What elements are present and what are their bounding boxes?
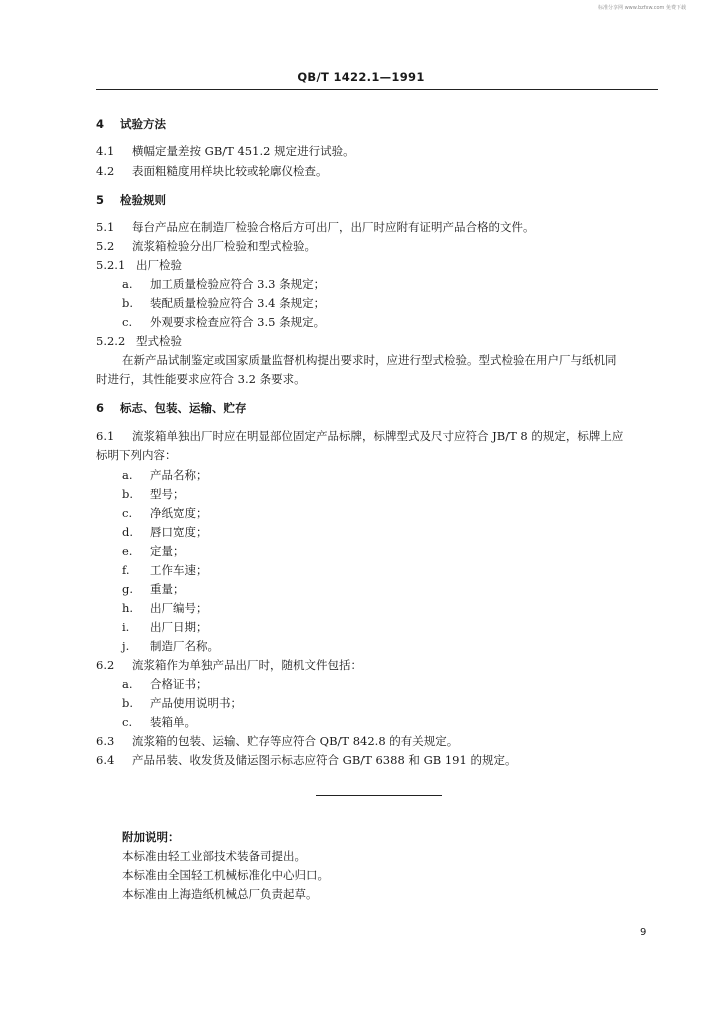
clause-6-1-line1	[96, 428, 623, 444]
notes-line: 本标准由上海造纸机械总厂负责起草。	[122, 887, 318, 901]
item-letter: b.	[122, 696, 134, 710]
separator-rule	[316, 795, 442, 796]
list-item	[122, 562, 208, 578]
clause-number: 6.1	[96, 429, 115, 443]
list-item	[122, 486, 185, 502]
section-number: 4	[96, 117, 105, 131]
item-text: 定量；	[150, 544, 185, 558]
list-item	[122, 314, 325, 330]
item-letter: f.	[122, 563, 130, 577]
item-text: 出厂日期；	[150, 620, 208, 634]
clause-5-2-2-line1: 在新产品试制鉴定或国家质量监督机构提出要求时，应进行型式检验。型式检验在用户厂与纸机同	[122, 353, 617, 367]
clause-number: 5.1	[96, 220, 115, 234]
item-letter: a.	[122, 468, 133, 482]
item-letter: i.	[122, 620, 130, 634]
item-text: 唇口宽度；	[150, 525, 208, 539]
clause-6-3	[96, 733, 458, 749]
section-4-heading	[96, 116, 166, 132]
standard-code-header: QB/T 1422.1—1991	[297, 70, 425, 84]
clause-4-1	[96, 143, 355, 159]
list-item	[122, 467, 208, 483]
item-letter: b.	[122, 296, 134, 310]
item-letter: j.	[122, 639, 130, 653]
item-text: 工作车速；	[150, 563, 208, 577]
list-item	[122, 695, 242, 711]
clause-number: 6.4	[96, 753, 115, 767]
item-text: 型号；	[150, 487, 185, 501]
section-5-heading	[96, 192, 166, 208]
list-item	[122, 638, 219, 654]
clause-number: 4.2	[96, 164, 115, 178]
item-text: 出厂编号；	[150, 601, 208, 615]
clause-number: 5.2.2	[96, 334, 126, 348]
list-item	[122, 581, 185, 597]
clause-5-2	[96, 238, 316, 254]
item-letter: b.	[122, 487, 134, 501]
item-text: 外观要求检查应符合 3.5 条规定。	[150, 315, 326, 329]
item-letter: g.	[122, 582, 134, 596]
clause-text: 流浆箱的包装、运输、贮存等应符合 QB/T 842.8 的有关规定。	[132, 734, 459, 748]
item-text: 净纸宽度；	[150, 506, 208, 520]
item-letter: a.	[122, 277, 133, 291]
clause-number: 4.1	[96, 144, 115, 158]
clause-5-2-1-heading	[96, 257, 182, 273]
clause-title: 型式检验	[136, 334, 182, 348]
item-text: 制造厂名称。	[150, 639, 219, 653]
watermark-text: 标准分享网 www.bzfxw.com 免费下载	[598, 5, 686, 11]
list-item	[122, 619, 208, 635]
clause-number: 6.3	[96, 734, 115, 748]
clause-5-2-2-line2: 时进行，其性能要求应符合 3.2 条要求。	[96, 372, 306, 386]
clause-number: 6.2	[96, 658, 115, 672]
item-letter: d.	[122, 525, 134, 539]
item-text: 装箱单。	[150, 715, 196, 729]
section-title: 试验方法	[120, 117, 166, 131]
list-item	[122, 714, 196, 730]
clause-5-2-2-heading	[96, 333, 182, 349]
item-text: 产品名称；	[150, 468, 208, 482]
clause-text: 流浆箱检验分出厂检验和型式检验。	[132, 239, 316, 253]
section-number: 6	[96, 401, 105, 415]
item-text: 合格证书；	[150, 677, 208, 691]
section-number: 5	[96, 193, 105, 207]
item-letter: c.	[122, 715, 133, 729]
clause-4-2	[96, 163, 328, 179]
clause-6-2	[96, 657, 362, 673]
item-letter: c.	[122, 315, 133, 329]
clause-title: 出厂检验	[136, 258, 182, 272]
section-title: 标志、包装、运输、贮存	[120, 401, 247, 415]
clause-text: 横幅定量差按 GB/T 451.2 规定进行试验。	[132, 144, 355, 158]
clause-6-1-line2: 标明下列内容：	[96, 448, 177, 462]
page-number: 9	[640, 927, 647, 938]
item-text: 产品使用说明书；	[150, 696, 242, 710]
clause-6-4	[96, 752, 516, 768]
list-item	[122, 676, 208, 692]
clause-number: 5.2.1	[96, 258, 126, 272]
item-letter: e.	[122, 544, 133, 558]
item-text: 加工质量检验应符合 3.3 条规定；	[150, 277, 326, 291]
section-title: 检验规则	[120, 193, 166, 207]
list-item	[122, 295, 325, 311]
notes-line: 本标准由全国轻工机械标准化中心归口。	[122, 868, 329, 882]
item-text: 重量；	[150, 582, 185, 596]
item-letter: a.	[122, 677, 133, 691]
list-item	[122, 505, 208, 521]
clause-text: 流浆箱单独出厂时应在明显部位固定产品标牌，标牌型式及尺寸应符合 JB/T 8 的规定，标牌上应	[132, 429, 624, 443]
list-item	[122, 543, 185, 559]
clause-text: 每台产品应在制造厂检验合格后方可出厂，出厂时应附有证明产品合格的文件。	[132, 220, 535, 234]
notes-title: 附加说明：	[122, 830, 180, 844]
clause-5-1	[96, 219, 535, 235]
notes-line: 本标准由轻工业部技术装备司提出。	[122, 849, 306, 863]
list-item	[122, 276, 325, 292]
item-text: 装配质量检验应符合 3.4 条规定；	[150, 296, 326, 310]
clause-number: 5.2	[96, 239, 115, 253]
list-item	[122, 600, 208, 616]
clause-text: 表面粗糙度用样块比较或轮廓仪检查。	[132, 164, 328, 178]
clause-text: 产品吊装、收发货及储运图示标志应符合 GB/T 6388 和 GB 191 的规定。	[132, 753, 517, 767]
item-letter: c.	[122, 506, 133, 520]
list-item	[122, 524, 208, 540]
clause-text: 流浆箱作为单独产品出厂时，随机文件包括：	[132, 658, 362, 672]
header-rule	[96, 89, 658, 90]
section-6-heading	[96, 400, 247, 416]
item-letter: h.	[122, 601, 134, 615]
